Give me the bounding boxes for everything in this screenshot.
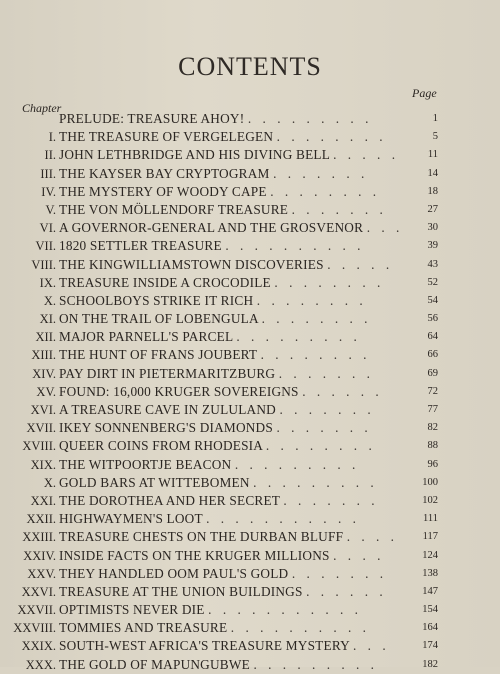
page-number: 14 (427, 167, 438, 179)
page-number: 11 (427, 149, 438, 161)
page-number: 124 (422, 549, 438, 561)
chapter-number: XIV. (32, 366, 56, 381)
chapter-title: GOLD BARS AT WITTEBOMEN (59, 474, 250, 490)
chapter-title-line (59, 419, 372, 437)
toc-entry (0, 183, 500, 201)
leader-dots: . . . . . . . . . . (225, 238, 365, 254)
toc-entry (0, 656, 500, 674)
chapter-title: 1820 SETTLER TREASURE (59, 238, 222, 254)
toc-entry (0, 256, 500, 274)
chapter-title-line (59, 219, 403, 237)
chapter-number: XXI. (30, 493, 56, 508)
page-number: 69 (427, 367, 438, 379)
chapter-number: IV. (41, 184, 56, 199)
chapter-title-line (59, 165, 368, 183)
chapter-number: XXII. (26, 512, 56, 527)
leader-dots: . . . (353, 638, 390, 654)
chapter-title: TREASURE CHESTS ON THE DURBAN BLUFF (59, 529, 344, 545)
chapter-title: THE DOROTHEA AND HER SECRET (59, 492, 280, 508)
chapter-title: IKEY SONNENBERG'S DIAMONDS (59, 420, 273, 436)
leader-dots: . . . . . . . . . . (230, 620, 370, 636)
chapter-number: XXIX. (21, 639, 56, 654)
leader-dots: . . . . . (333, 147, 400, 163)
chapter-title: THE HUNT OF FRANS JOUBERT (59, 347, 258, 363)
leader-dots: . . . . (346, 529, 398, 545)
leader-dots: . . . . . . . (291, 565, 388, 581)
leader-dots: . . . . . . . . (276, 129, 387, 145)
chapter-title-line (59, 146, 399, 164)
toc-entry (0, 583, 500, 601)
chapter-title: A TREASURE CAVE IN ZULULAND (59, 402, 276, 417)
chapter-title-line (59, 528, 398, 546)
chapter-title: THE KAYSER BAY CRYPTOGRAM (59, 165, 270, 181)
page-number: 182 (422, 658, 438, 670)
leader-dots: . . . . . . . . (261, 311, 372, 327)
leader-dots: . . . . . . . . . (253, 474, 378, 490)
leader-dots: . . . . . . (302, 383, 383, 399)
toc-entry (0, 128, 500, 146)
chapter-title: A GOVERNOR-GENERAL AND THE GROSVENOR (59, 220, 364, 236)
toc-entry (0, 219, 500, 237)
chapter-title-line (59, 256, 393, 274)
page-title: CONTENTS (178, 52, 322, 81)
leader-dots: . . . . . . . . (260, 347, 371, 363)
chapter-number: III. (40, 166, 56, 181)
page-number: 54 (427, 294, 438, 306)
chapter-number: XXIV. (23, 548, 56, 563)
page-number: 27 (427, 203, 438, 215)
chapter-number: X. (43, 475, 56, 490)
leader-dots: . . . . . . . (273, 165, 369, 181)
page-number: 147 (422, 585, 438, 597)
chapter-number: XXX. (25, 657, 56, 672)
leader-dots: . . . . . . . . (256, 292, 367, 308)
chapter-title-line (59, 365, 374, 383)
table-of-contents (0, 110, 500, 674)
toc-entry (0, 619, 500, 637)
leader-dots: . . . . . . . . . (236, 329, 361, 345)
chapter-title: QUEER COINS FROM RHODESIA (59, 438, 263, 454)
page-number: 5 (432, 131, 438, 143)
chapter-title: MAJOR PARNELL'S PARCEL (59, 329, 233, 345)
toc-entry (0, 565, 500, 583)
chapter-title-line (59, 437, 376, 455)
toc-entry (0, 510, 500, 528)
chapter-title: THE GOLD OF MAPUNGUBWE (59, 656, 250, 672)
chapter-title-line (59, 383, 383, 401)
toc-entry (0, 310, 500, 328)
chapter-number: VIII. (31, 257, 56, 272)
chapter-title: THEY HANDLED OOM PAUL'S GOLD (59, 565, 289, 581)
chapter-title-line (59, 492, 379, 510)
chapter-title: INSIDE FACTS ON THE KRUGER MILLIONS (59, 547, 330, 563)
leader-dots: . . . . (333, 547, 385, 563)
leader-dots: . . . . . . . . (270, 183, 381, 199)
toc-entry (0, 146, 500, 164)
chapter-number: XV. (36, 384, 56, 399)
chapter-number: X. (43, 293, 56, 308)
chapter-number: VI. (39, 221, 56, 236)
chapter-title-line (59, 474, 378, 492)
chapter-title: TREASURE AT THE UNION BUILDINGS (59, 583, 303, 599)
chapter-title-line (59, 547, 384, 565)
page-number: 138 (422, 567, 438, 579)
page-column-label: Page (412, 86, 437, 100)
chapter-title: THE KINGWILLIAMSTOWN DISCOVERIES (59, 256, 324, 272)
chapter-number: XVIII. (22, 439, 56, 454)
chapter-title-line (59, 110, 372, 128)
page-number: 72 (427, 385, 438, 397)
toc-entry (0, 437, 500, 455)
toc-entry (0, 346, 500, 364)
toc-entry (0, 419, 500, 437)
leader-dots: . . . . . . . . (265, 438, 376, 454)
chapter-title: HIGHWAYMEN'S LOOT (59, 511, 203, 527)
leader-dots: . . . . . . . (276, 420, 372, 436)
chapter-number: XXIII. (22, 530, 56, 545)
toc-entry (0, 237, 500, 255)
page-number: 88 (427, 440, 438, 452)
chapter-title-line (59, 601, 362, 619)
chapter-title-line (59, 346, 370, 364)
chapter-title: PRELUDE: TREASURE AHOY! (59, 111, 245, 126)
chapter-number: II. (44, 148, 56, 163)
chapter-number: XIII. (31, 348, 56, 363)
leader-dots: . . . . . . . . . . . (206, 511, 360, 527)
chapter-title: ON THE TRAIL OF LOBENGULA (59, 311, 259, 327)
leader-dots: . . . . . . . . . (253, 656, 378, 672)
leader-dots: . . . . . . . (279, 402, 375, 417)
page-number: 96 (427, 458, 438, 470)
chapter-title-line (59, 328, 361, 346)
chapter-title: THE WITPOORTJE BEACON (59, 456, 232, 472)
chapter-number: XVI. (30, 403, 56, 417)
toc-entry (0, 528, 500, 546)
chapter-title-line (59, 619, 370, 637)
chapter-title-line (59, 128, 387, 146)
chapter-title: THE MYSTERY OF WOODY CAPE (59, 183, 267, 199)
chapter-title-line (59, 637, 390, 655)
leader-dots: . . . . . (327, 256, 394, 272)
chapter-number: VII. (35, 239, 56, 254)
chapter-title: OPTIMISTS NEVER DIE (59, 602, 205, 618)
page-number: 82 (427, 422, 438, 434)
page-number: 39 (427, 240, 438, 252)
toc-entry (0, 601, 500, 619)
leader-dots: . . . . . . (306, 583, 387, 599)
leader-dots: . . . . . . . (278, 365, 374, 381)
page-number: 117 (422, 531, 438, 543)
chapter-number: XII. (35, 330, 56, 345)
chapter-title: PAY DIRT IN PIETERMARITZBURG (59, 365, 276, 381)
toc-entry (0, 201, 500, 219)
page-number: 52 (427, 276, 438, 288)
leader-dots: . . . . . . . . . (247, 111, 373, 126)
page-number: 56 (427, 313, 438, 325)
page-number: 174 (422, 640, 438, 652)
chapter-number: XXVI. (21, 584, 56, 599)
toc-entry (0, 365, 500, 383)
chapter-number: I. (48, 130, 56, 145)
chapter-number: XXVII. (17, 603, 56, 618)
leader-dots: . . . . . . . . (274, 274, 385, 290)
chapter-title-line (59, 201, 387, 219)
leader-dots: . . . . . . . (291, 201, 387, 217)
leader-dots: . . . (366, 220, 404, 236)
chapter-number: XXVIII. (13, 621, 56, 636)
page-number: 164 (422, 622, 438, 634)
toc-entry (0, 274, 500, 292)
page-number: 18 (427, 185, 438, 197)
toc-entry (0, 474, 500, 492)
page-number: 43 (427, 258, 438, 270)
chapter-title: TREASURE INSIDE A CROCODILE (59, 274, 271, 290)
chapter-title: TOMMIES AND TREASURE (59, 620, 228, 636)
chapter-number: XI. (39, 312, 56, 327)
leader-dots: . . . . . . . (283, 492, 379, 508)
toc-entry (0, 456, 500, 474)
page-number: 66 (427, 349, 438, 361)
toc-entry (0, 383, 500, 401)
chapter-title-line (59, 237, 365, 255)
chapter-title: FOUND: 16,000 KRUGER SOVEREIGNS (59, 383, 299, 399)
chapter-number: XIX. (30, 457, 56, 472)
chapter-title-line (59, 183, 380, 201)
chapter-column-label: Chapter (22, 101, 62, 115)
chapter-title-line (59, 656, 378, 674)
chapter-title-line (59, 510, 360, 528)
page-number: 30 (427, 222, 438, 234)
chapter-number: V. (45, 202, 56, 217)
toc-entry (0, 547, 500, 565)
chapter-title-line (59, 310, 371, 328)
page-number: 1 (432, 113, 438, 124)
page-number: 111 (423, 513, 438, 525)
chapter-title: SOUTH-WEST AFRICA'S TREASURE MYSTERY (59, 638, 350, 654)
chapter-title-line (59, 292, 367, 310)
page-number: 100 (422, 476, 438, 488)
chapter-title-line (59, 401, 375, 419)
leader-dots: . . . . . . . . . . . (208, 602, 362, 618)
chapter-title-line (59, 456, 359, 474)
chapter-number: XVII. (26, 421, 56, 436)
toc-entry (0, 110, 500, 128)
toc-entry (0, 165, 500, 183)
chapter-title: THE VON MÖLLENDORF TREASURE (59, 201, 289, 217)
page-number: 102 (422, 494, 438, 506)
chapter-title-line (59, 274, 384, 292)
page-number: 154 (422, 604, 438, 616)
chapter-title: SCHOOLBOYS STRIKE IT RICH (59, 292, 254, 308)
toc-entry (0, 401, 500, 419)
chapter-number: XXV. (27, 566, 56, 581)
page-number: 77 (427, 404, 438, 415)
leader-dots: . . . . . . . . . (234, 456, 360, 472)
toc-entry (0, 292, 500, 310)
chapter-title-line (59, 565, 387, 583)
toc-entry (0, 637, 500, 655)
chapter-title-line (59, 583, 387, 601)
page-number: 64 (427, 331, 438, 343)
chapter-title: JOHN LETHBRIDGE AND HIS DIVING BELL (59, 147, 330, 163)
toc-entry (0, 328, 500, 346)
toc-entry (0, 492, 500, 510)
chapter-number: IX. (39, 275, 56, 290)
chapter-title: THE TREASURE OF VERGELEGEN (59, 129, 274, 145)
